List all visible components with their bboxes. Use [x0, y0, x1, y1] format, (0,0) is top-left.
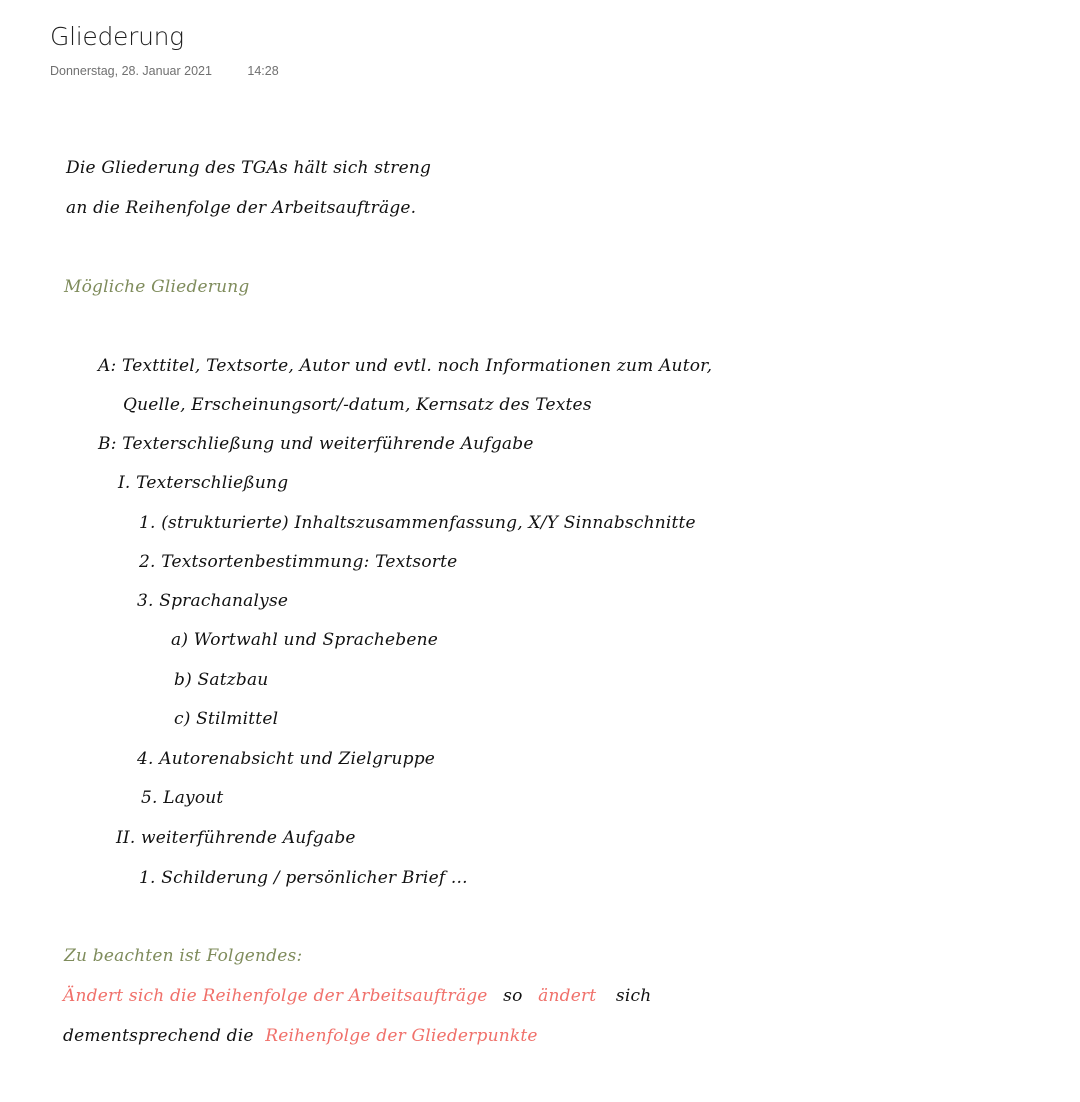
- note-line-2: [63, 1026, 538, 1046]
- outline-item-b-i-3: 3. Sprachanalyse: [137, 591, 289, 611]
- outline-item-b-i-1: 1. (strukturierte) Inhaltszusammenfassung, X/Y Sinnabschnitte: [139, 513, 696, 533]
- page-date: Donnerstag, 28. Januar 2021: [50, 64, 212, 78]
- note-line-1-red-2: ändert: [538, 986, 597, 1006]
- note-line-1-end: sich: [615, 986, 652, 1006]
- note-line-2-red: Reihenfolge der Gliederpunkte: [265, 1026, 538, 1046]
- outline-item-a-line-2: Quelle, Erscheinungsort/-datum, Kernsatz des Textes: [123, 395, 592, 415]
- outline-item-a-line-1: A: Texttitel, Textsorte, Autor und evtl. noch Informationen zum Autor,: [98, 356, 713, 376]
- outline-heading: Mögliche Gliederung: [64, 277, 250, 297]
- page-title: Gliederung: [50, 22, 184, 51]
- outline-item-b-i-3-c: c) Stilmittel: [174, 709, 279, 729]
- note-heading: Zu beachten ist Folgendes:: [64, 946, 303, 966]
- outline-item-b-ii: II. weiterführende Aufgabe: [116, 828, 356, 848]
- note-line-1: [63, 986, 651, 1006]
- outline-item-b-i: I. Texterschließung: [118, 473, 289, 493]
- intro-line-2: an die Reihenfolge der Arbeitsaufträge.: [66, 198, 417, 218]
- intro-line-1: Die Gliederung des TGAs hält sich streng: [66, 158, 432, 178]
- note-line-2-start: dementsprechend die: [63, 1026, 254, 1046]
- page-time: 14:28: [247, 64, 279, 78]
- outline-item-b-i-3-a: a) Wortwahl und Sprachebene: [171, 630, 439, 650]
- note-line-1-so: so: [503, 986, 523, 1006]
- page-meta: [50, 64, 279, 78]
- outline-item-b-i-3-b: b) Satzbau: [174, 670, 269, 690]
- outline-item-b-ii-1: 1. Schilderung / persönlicher Brief ...: [139, 868, 468, 888]
- note-line-1-red: Ändert sich die Reihenfolge der Arbeitsaufträge: [63, 986, 488, 1006]
- outline-item-b-i-5: 5. Layout: [141, 788, 224, 808]
- outline-item-b: B: Texterschließung und weiterführende Aufgabe: [98, 434, 534, 454]
- outline-item-b-i-2: 2. Textsortenbestimmung: Textsorte: [139, 552, 458, 572]
- outline-item-b-i-4: 4. Autorenabsicht und Zielgruppe: [137, 749, 436, 769]
